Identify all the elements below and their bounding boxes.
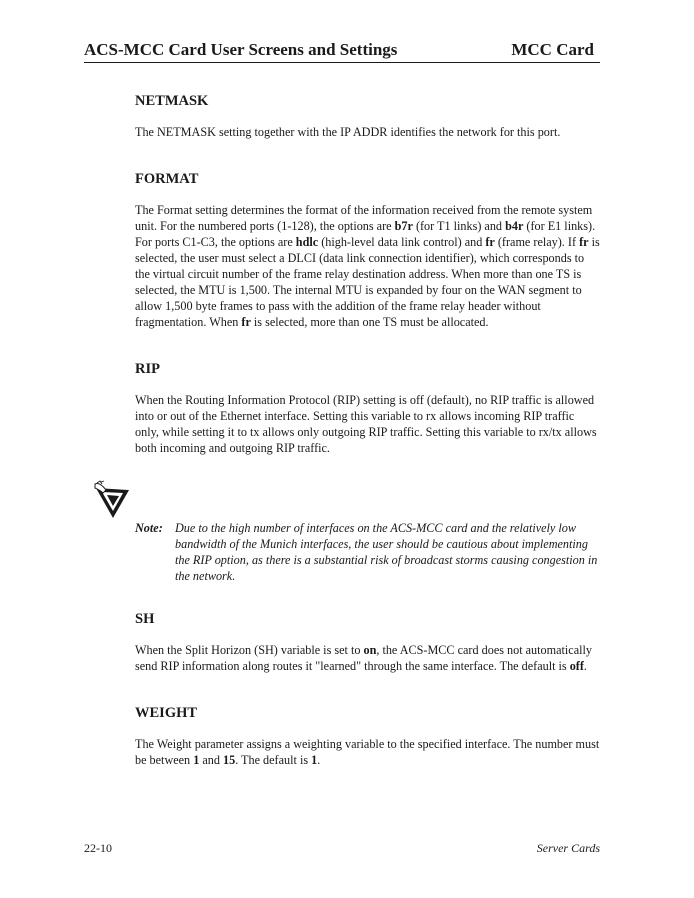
format-option-fr-2: fr (579, 235, 589, 249)
note-block (135, 484, 600, 584)
weight-text-a: The Weight parameter assigns a weighting variable to the specified interface. The number must be between (135, 737, 600, 767)
section-weight (135, 704, 600, 768)
sh-value-on: on (363, 643, 377, 657)
header-section: MCC Card (511, 40, 594, 59)
section-netmask (135, 92, 600, 140)
format-option-b7r: b7r (394, 219, 413, 233)
weight-heading: WEIGHT (135, 705, 198, 721)
sh-value-off: off (569, 659, 584, 673)
weight-min: 1 (193, 753, 200, 767)
netmask-paragraph: The NETMASK setting together with the IP ADDR identifies the network for this port. (135, 125, 561, 139)
format-text-f: is selected, the user must select a DLCI (data link connection identifier), which corresponds to the virtual circuit number of the frame relay destination address. When more than one TS is selected, the MTU is 1,500. The internal MTU is expanded by four on the WAN segment to allow 1,500 byte frames to pass with the addition of the frame relay header without fragmentation. When (135, 235, 600, 329)
rip-paragraph: When the Routing Information Protocol (RIP) setting is off (default), no RIP traffic is allowed into or out of the Ethernet interface. Setting this variable to rx allows incoming RIP traffic only, while setting it to tx allows only outgoing RIP traffic. Setting this variable to rx/tx allows both incoming and outgoing RIP traffic. (135, 393, 597, 455)
weight-text-b: and (199, 753, 223, 767)
sh-text-b: , the ACS-MCC card does not automatically send RIP information along routes it "learned" through the same interface. The default is (135, 643, 592, 673)
weight-paragraph (135, 736, 600, 768)
page-number: 22-10 (84, 841, 112, 855)
format-text-a: The Format setting determines the format of the information received from the remote system unit. For the numbered ports (1-128), the options are (135, 203, 593, 233)
section-format (135, 170, 600, 330)
note-label: Note: (135, 521, 163, 535)
chapter-name: Server Cards (536, 841, 600, 855)
format-text-c: (for E1 links). For ports C1-C3, the options are (135, 219, 596, 249)
weight-default: 1 (311, 753, 318, 767)
format-option-hdlc: hdlc (295, 235, 319, 249)
weight-text-c: . The default is (235, 753, 312, 767)
weight-text-d: . (317, 753, 321, 767)
format-text-b: (for T1 links) and (412, 219, 506, 233)
weight-max: 15 (223, 753, 236, 767)
format-paragraph (135, 202, 600, 330)
section-sh (135, 610, 600, 674)
page-content (135, 92, 600, 798)
section-rip (135, 360, 600, 456)
sh-paragraph (135, 642, 600, 674)
format-text-d: (high-level data link control) and (318, 235, 486, 249)
rip-heading: RIP (135, 361, 160, 377)
header-title: ACS-MCC Card User Screens and Settings (84, 40, 398, 59)
sh-text-a: When the Split Horizon (SH) variable is set to (135, 643, 364, 657)
format-option-b4r: b4r (505, 219, 524, 233)
note-row (135, 484, 600, 584)
format-text-e: (frame relay). If (494, 235, 580, 249)
format-heading: FORMAT (135, 171, 199, 187)
sh-heading: SH (135, 611, 155, 627)
netmask-heading: NETMASK (135, 93, 209, 109)
format-option-fr-3: fr (241, 315, 251, 329)
note-text: Due to the high number of interfaces on the ACS-MCC card and the relatively low bandwidth of the Munich interfaces, the user should be cautious about implementing the RIP option, as there is a substantial risk of broadcast storms causing congestion in the network. (175, 521, 598, 583)
note-hand-icon (93, 480, 137, 522)
page-header (84, 40, 600, 63)
format-option-fr: fr (485, 235, 495, 249)
format-text-g: is selected, more than one TS must be allocated. (250, 315, 489, 329)
sh-text-c: . (583, 659, 587, 673)
